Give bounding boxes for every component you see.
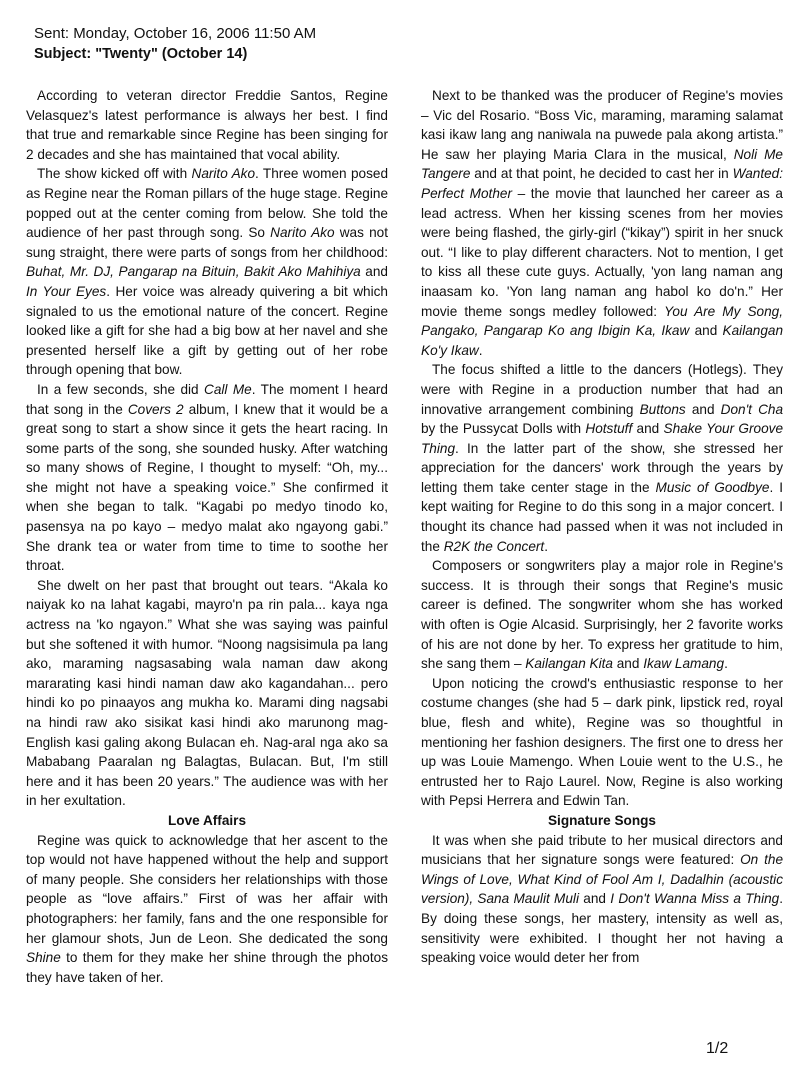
- paragraph: Regine was quick to acknowledge that her ascent to the top would not have happened without the help and support of many people. She considers her relationships with those people as “love affairs.” First of was her affair with photographers: her family, fans and the one responsible for her glamour shots, Jun de Leon. She dedicated the song Shine to them for they make her shine through the photos they have taken of her.: [26, 832, 388, 985]
- paragraph: The focus shifted a little to the dancers (Hotlegs). They were with Regine in a production number that had an innovative arrangement combining Buttons and Don't Cha by the Pussycat Dolls with Hotstuff and Shake Your Groove Thing. In the latter part of the show, she stressed her appreciation for the dancers' work through the years by letting them take center stage in the Music of Goodbye. I kept waiting for Regine to do this song in a major concert. I thought its chance had passed when it was not included in the R2K the Concert.: [421, 362, 784, 554]
- paragraph: Upon noticing the crowd's enthusiastic response to her costume changes (she had 5 – dark pink, lipstick red, royal blue, flesh and white), Regine was so thoughtful in mentioning her fashion designers. The first one to dress her up was Louie Mamengo. When Louie went to the U.S., he entrusted her to Rajo Laurel. Now, Regine is also working with Pepsi Herrera and Edwin Tan.: [421, 675, 783, 809]
- paragraph: Next to be thanked was the producer of Regine's movies – Vic del Rosario. “Boss Vic, maraming, maraming salamat kasi ikaw lang ang naniwala na puwede pala akong artista.” He saw her playing Maria Clara in the musical, Noli Me Tangere and at that point, he decided to cast her in Wanted: Perfect Mother – the movie that launched her career as a lead actress. When her kissing scenes from her movies were being flashed, the girly-girl (“kikay”) spirit in her snuck out. “I like to play different characters. Not to mention, I get to kiss all these cute guys. Actually, 'yon lang naman ang inaasam ko. 'Yon lang naman ang habol ko do'n.” Her movie theme songs medley followed: You Are My Song, Pangako, Pangarap Ko ang Ibigin Ka, Ikaw and Kailangan Ko'y Ikaw.: [421, 88, 784, 358]
- section-heading: Love Affairs: [167, 812, 247, 828]
- paragraph: According to veteran director Freddie Santos, Regine Velasquez's latest performance is always her best. I find that true and remarkable since Regine has been singing for 2 decades and she has maintained that vocal ability.: [26, 88, 388, 162]
- paragraph: Composers or songwriters play a major role in Regine's success. It is through their songs that Regine's music career is defined. The songwriter whom she has worked with often is Ogie Alcasid. Surprisingly, her 2 favorite works of his are not done by her. To express her gratitude to him, she sang them – Kailangan Kita and Ikaw Lamang.: [421, 558, 783, 672]
- page-number: 1/2: [706, 1040, 729, 1057]
- paragraph: She dwelt on her past that brought out tears. “Akala ko naiyak ko na lahat kagabi, mayro'n pa rin pala... kaya nga actress na 'ko ngayon.” What she was saying was painful but she softened it with humor. “Noong nagsisimula pa lang ako, maraming nagsasabing wala naman daw akong mararating kasi hindi naman daw ako kagandahan... pero hindi ko po pinaayos ang mukha ko. Marami ding nagsabi na hindi raw ako sisikat kasi hindi ako marunong mag-English kasi galing akong Bulacan eh. Nag-aral nga ako sa Mababang Paaralan ng Balagtas, Bulacan. But, I'm still here and it has been 20 years.” The audience was with her in her exultation.: [26, 577, 388, 809]
- paragraph: In a few seconds, she did Call Me. The moment I heard that song in the Covers 2 album, I knew that it would be a great song to start a show since it gets the heart racing. In some parts of the song, she sounded husky. After watching so many shows of Regine, I thought to myself: “Oh, my... she might not have a speaking voice.” She confirmed it when she began to talk. “Kagabi po medyo tinodo ko, pasensya na po kayo – medyo malat ako ngayong gabi.” She drank tea or water from time to time to soothe her throat.: [26, 381, 388, 574]
- left-column: [26, 86, 388, 987]
- email-header: [34, 24, 316, 64]
- subject-line: Subject: "Twenty" (October 14): [34, 46, 248, 62]
- paragraph: It was when she paid tribute to her musical directors and musicians that her signature songs were featured: On the Wings of Love, What Kind of Fool Am I, Dadalhin (acoustic version), Sana Maulit Muli and I Don't Wanna Miss a Thing. By doing these songs, her mastery, intensity as well as, sensitivity were exhibited. I thought her not having a speaking voice would deter her from: [421, 832, 784, 966]
- sent-line: Sent: Monday, October 16, 2006 11:50 AM: [34, 25, 317, 42]
- right-column: [421, 86, 783, 968]
- section-heading: Signature Songs: [547, 812, 656, 828]
- paragraph: The show kicked off with Narito Ako. Three women posed as Regine near the Roman pillars of the huge stage. Regine popped out at the center coming from below. She told the audience of her past through song. So Narito Ako was not sung straight, there were parts of songs from her childhood: Buhat, Mr. DJ, Pangarap na Bituin, Bakit Ako Mahihiya and In Your Eyes. Her voice was already quivering a bit which signaled to us the emotional nature of the concert. Regine looked like a gift for she had a big bow at her navel and she presented herself like a gift by getting out of her robe through opening that bow.: [26, 166, 389, 378]
